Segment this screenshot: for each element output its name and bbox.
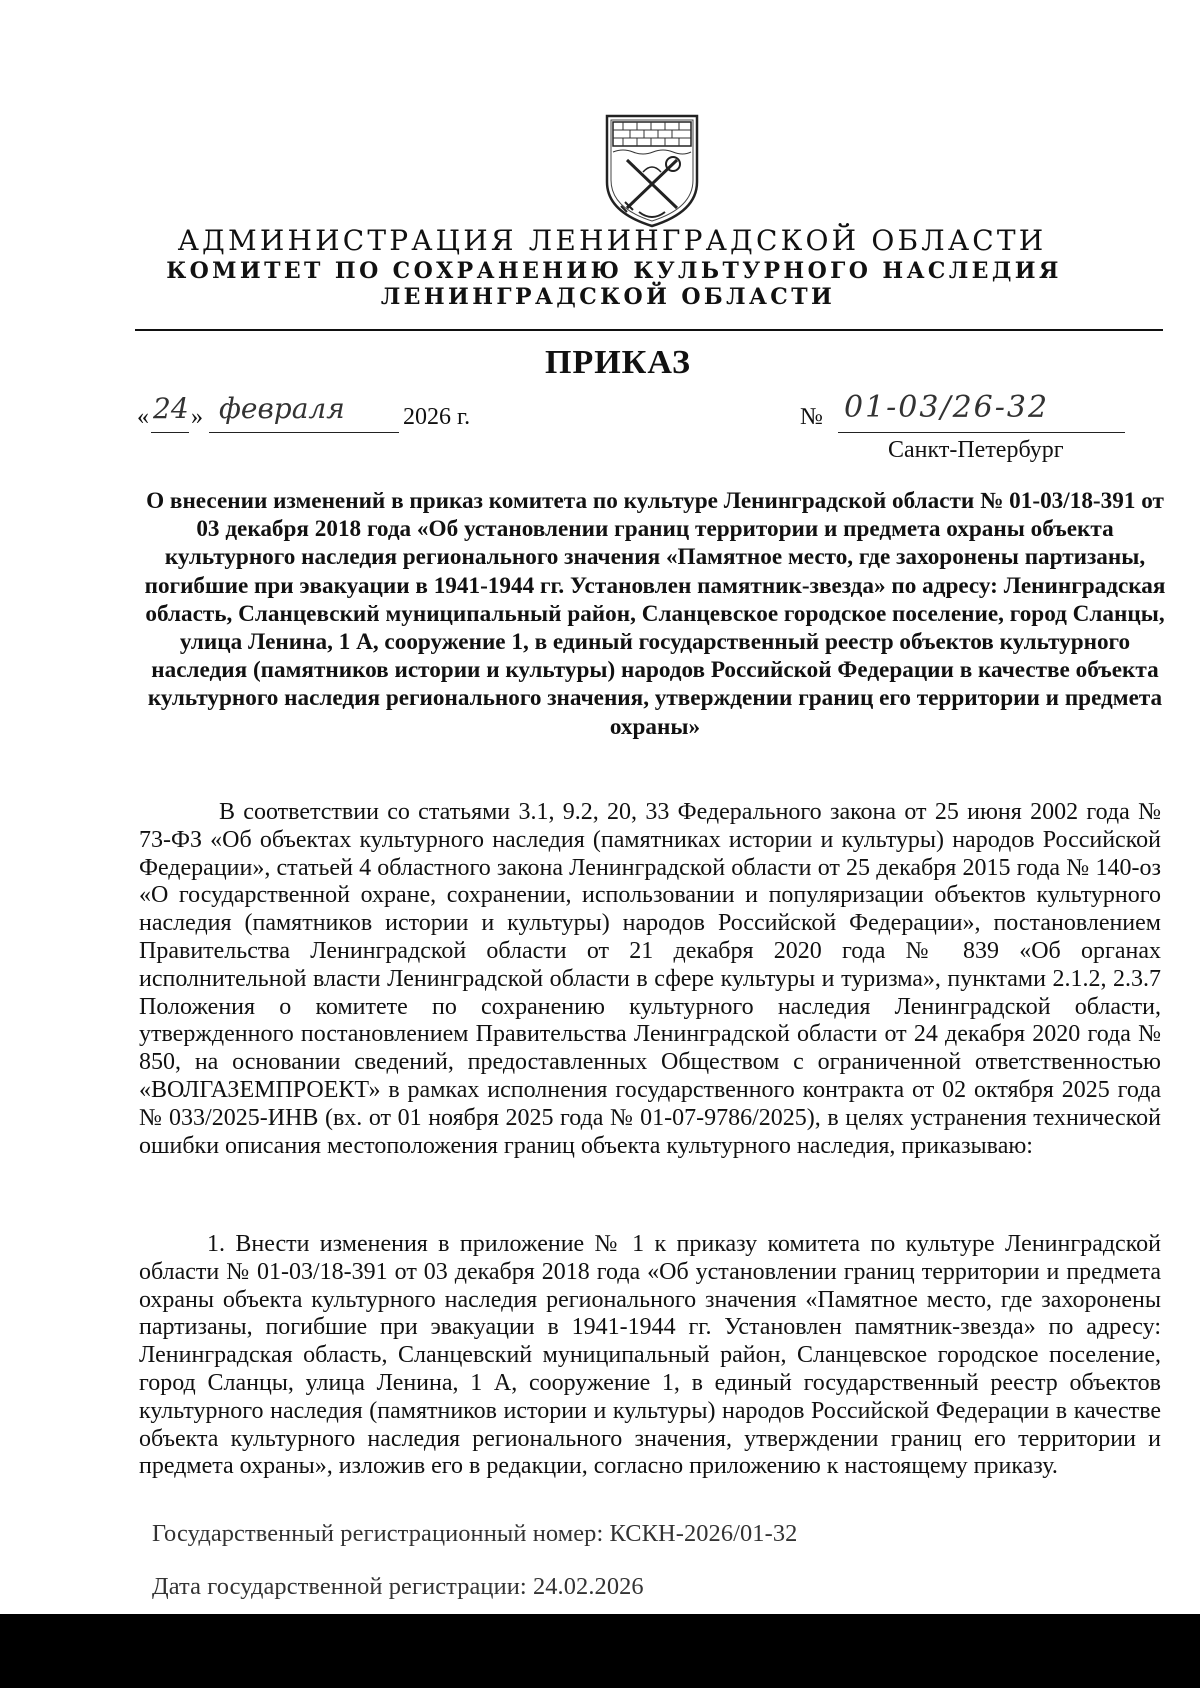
registration-number-stamp: Государственный регистрационный номер: КСКН-2026/01-32 [152,1520,798,1547]
preamble-paragraph: В соответствии со статьями 3.1, 9.2, 20, 33 Федерального закона от 25 июня 2002 года № 73-ФЗ «Об объектах культурного наследия (памятниках истории и культуры) народов Российской Федерации», статьей 4 областного закона Ленинградской области от 25 декабря 2015 года № 140-оз «О государственной охране, сохранении, использовании и популяризации объектов культурного наследия (памятников истории и культуры) народов Российской Федерации», постановлением Правительства Ленинградской области от 21 декабря 2020 года № 839 «Об органах исполнительной власти Ленинградской области в сфере культуры и туризма», пунктами 2.1.2, 2.3.7 Положения о комитете по сохранению культурного наследия Ленинградской области, утвержденного постановлением Правительства Ленинградской области от 24 декабря 2020 года № 850, на основании сведений, предоставленных Обществом с ограниченной ответственностью «ВОЛГАЗЕМПРОЕКТ» в рамках исполнения государственного контракта от 02 октября 2025 года № 033/2025-ИНВ (вх. от 01 ноября 2025 года № 01-07-9786/2025), в целях устранения технической ошибки описания местоположения границ объекта культурного наследия, приказываю: [139,799,1161,1159]
date-day-underline [151,432,189,433]
order-date [137,392,497,444]
date-day-handwritten: 24 [153,392,189,425]
date-month-underline [209,432,399,433]
date-open-quote: « [137,404,149,430]
registration-date-stamp: Дата государственной регистрации: 24.02.2026 [152,1573,644,1600]
committee-title-line1: КОМИТЕТ ПО СОХРАНЕНИЮ КУЛЬТУРНОГО НАСЛЕДИЯ [166,258,1062,284]
date-close-quote: » [191,404,203,430]
header-divider [135,329,1163,331]
date-month-handwritten: февраля [219,392,345,425]
number-sign: № [800,404,823,430]
committee-title-line2: ЛЕНИНГРАДСКОЙ ОБЛАСТИ [380,284,836,310]
coat-of-arms-emblem [603,112,701,230]
administration-title: АДМИНИСТРАЦИЯ ЛЕНИНГРАДСКОЙ ОБЛАСТИ [177,224,1047,257]
order-subject: О внесении изменений в приказ комитета по культуре Ленинградской области № 01-03/18-391 от 03 декабря 2018 года «Об установлении границ территории и предмета охраны объекта культурного наследия регионального значения «Памятное место, где захоронены партизаны, погибшие при эвакуации в 1941-1944 гг. Установлен памятник-звезда» по адресу: Ленинградская область, Сланцевский муниципальный район, Сланцевское городское поселение, город Сланцы, улица Ленина, 1 А, сооружение 1, в единый государственный реестр объектов культурного наследия (памятников истории и культуры) народов Российской Федерации в качестве объекта культурного наследия регионального значения, утверждении границ его территории и предмета охраны» [144,488,1166,740]
date-year: 2026 г. [403,404,471,430]
order-title: ПРИКАЗ [545,344,691,381]
order-number-underline [838,432,1125,433]
scan-bottom-border [0,1614,1200,1688]
order-number-handwritten: 01-03/26-32 [844,390,1050,425]
city: Санкт-Петербург [888,437,1064,463]
order-item-1: 1. Внести изменения в приложение № 1 к приказу комитета по культуре Ленинградской области № 01-03/18-391 от 03 декабря 2018 года «Об установлении границ территории и предмета охраны объекта культурного наследия регионального значения «Памятное место, где захоронены партизаны, погибшие при эвакуации в 1941-1944 гг. Установлен памятник-звезда» по адресу: Ленинградская область, Сланцевский муниципальный район, Сланцевское городское поселение, город Сланцы, улица Ленина, 1 А, сооружение 1, в единый государственный реестр объектов культурного наследия (памятников истории и культуры) народов Российской Федерации в качестве объекта культурного наследия регионального значения, утверждении границ его территории и предмета охраны», изложив его в редакции, согласно приложению к настоящему приказу. [139,1231,1161,1480]
